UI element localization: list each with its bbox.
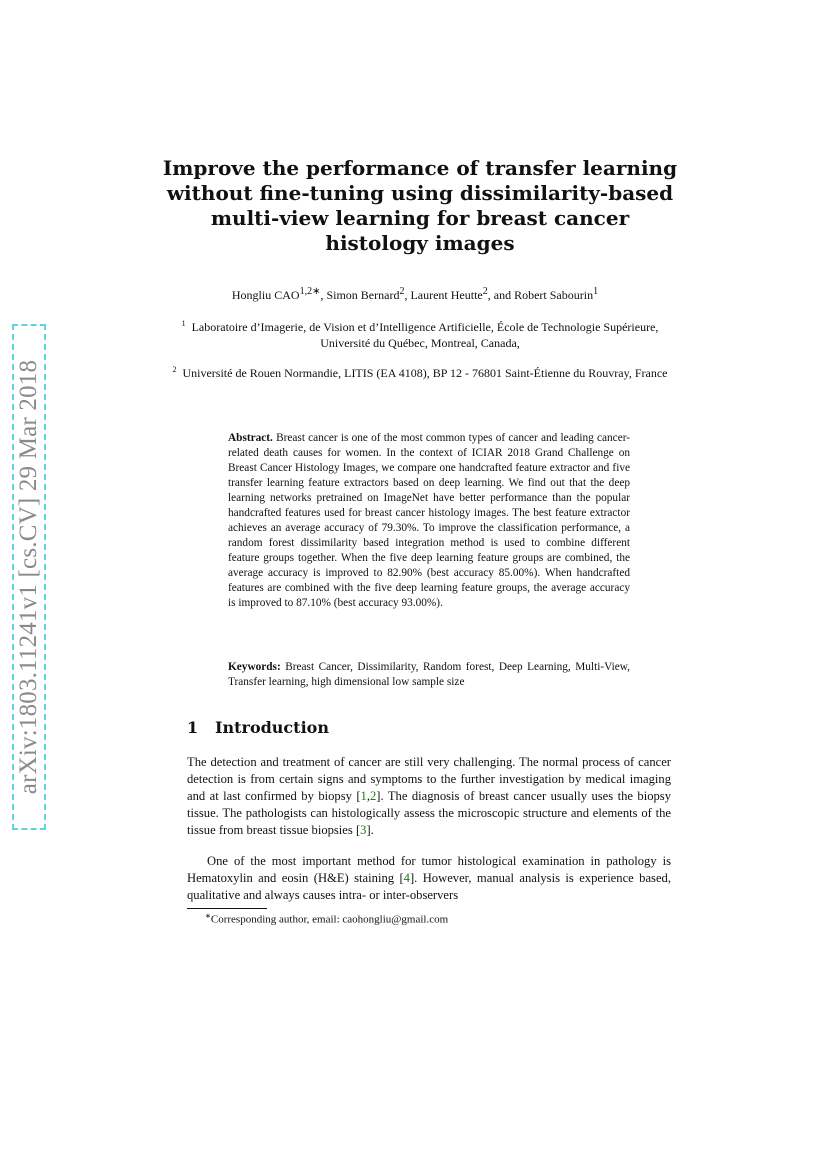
author: Robert Sabourin$^1$ [514,286,599,302]
citation-link[interactable]: 1 [360,789,367,803]
author: Laurent Heutte$^2$ [410,286,488,302]
author: Simon Bernard$^2$ [326,286,405,302]
author: Hongliu $CAO^{1,2∗}$ [231,286,321,302]
keywords-text: Breast Cancer, Dissimilarity, Random forest, Deep Learning, Multi-View, Transfer learning, high dimensional low sample size [228,661,630,688]
author-list: Hongliu $CAO^{1,2∗}$, Simon Bernard$^2$, Laurent Heutte$^2$, and Robert Sabourin$^1$ [231,286,599,302]
section-number: 1 [187,718,199,737]
section-heading [187,718,329,737]
keywords [228,660,630,690]
citation-link[interactable]: 3 [360,823,367,837]
paragraph: The detection and treatment of cancer are still very challenging. The normal process of cancer detection is from certain signs and symptoms to the further investigation by medical imaging and at last confirmed by biopsy [1,2]. The diagnosis of breast cancer usually uses the biopsy tissue. The pathologists can histologically assess the microscopic structure and elements of the tissue from breast tissue biopsies [3]. [187,755,671,837]
abstract-text: Breast cancer is one of the most common types of cancer and leading cancer-related death causes for women. In the context of ICIAR 2018 Grand Challenge on Breast Cancer Histology Images, we compare one handcrafted feature extractor and five transfer learning feature extractors based on deep learning. We find out that the deep learning networks pretrained on ImageNet have better performance than the popular handcrafted features used for breast cancer histology images. The best feature extractor achieves an average accuracy of 79.30%. To improve the classification performance, a random forest dissimilarity based integration method is used to combine different feature groups together. When the five deep learning feature groups are combined, the average accuracy is improved to 82.90% (best accuracy 85.00%). When handcrafted features are combined with the five deep learning feature groups, the average accuracy is improved to 87.10% (best accuracy 93.00%). [228,432,631,609]
keywords-label: Keywords: [228,661,281,673]
paper-title: Improve the performance of transfer learning without fine-tuning using dissimilarity-based multi-view learning for breast cancer histology images [162,156,678,255]
abstract [228,431,630,611]
affiliation-2: $^2$ Université de Rouen Normandie, LITIS (EA 4108), BP 12 - 76801 Saint-Étienne du Rouvray, France [172,365,668,380]
citation-link[interactable]: 4 [403,871,410,885]
abstract-label: Abstract. [228,432,273,444]
arxiv-stamp [12,324,46,830]
arxiv-id: arXiv:1803.11241v1 [cs.CV] 29 Mar 2018 [15,359,42,795]
footnote: ∗Corresponding author, email: caohongliu@gmail.com [205,912,449,926]
footnote-rule [187,908,267,909]
section-title: Introduction [215,718,329,737]
citation-link[interactable]: 2 [370,789,377,803]
affiliation-1: $^1$ Laboratoire d’Imagerie, de Vision et d’Intelligence Artificielle, École de Technologie Supérieure, Université du Québec, Montreal, Canada, [181,319,659,350]
paragraph: One of the most important method for tumor histological examination in pathology is Hematoxylin and eosin (H&E) staining [4]. However, manual analysis is experience based, qualitative and always causes intra- or inter-observers [187,854,671,902]
